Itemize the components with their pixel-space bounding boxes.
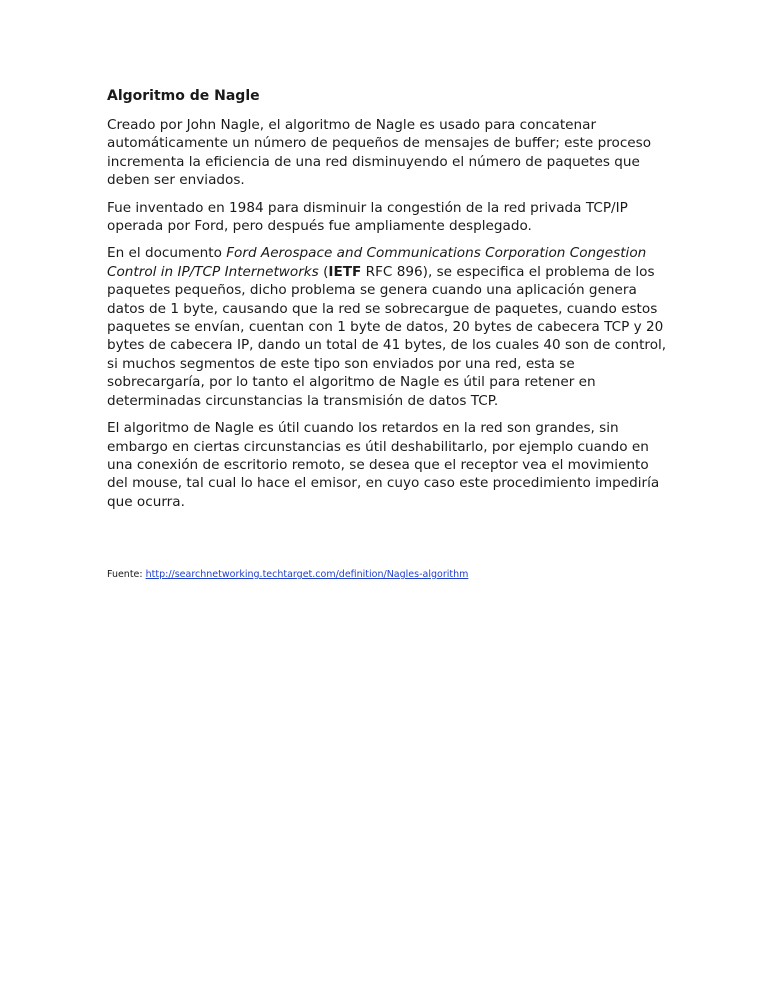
source-line <box>107 568 468 582</box>
paragraph-4: El algoritmo de Nagle es útil cuando los retardos en la red son grandes, sin embargo en ciertas circunstancias es útil deshabilitarlo, por ejemplo cuando en una conexión de escritorio remoto, se desea que el receptor vea el movimiento del mouse, tal cual lo hace el emisor, en cuyo caso este procedimiento impediría que ocurra. <box>107 420 660 510</box>
source-link[interactable]: http://searchnetworking.techtarget.com/definition/Nagles-algorithm <box>145 569 469 580</box>
source-label: Fuente: <box>107 569 146 580</box>
paragraph-2: Fue inventado en 1984 para disminuir la congestión de la red privada TCP/IP operada por Ford, pero después fue ampliamente desplegado. <box>107 199 628 235</box>
paragraph-3-document-name: Ford Aerospace and Communications Corporation Congestion Control in IP/TCP Internetworks <box>107 245 647 280</box>
paragraph-3-ietf: IETF <box>328 263 362 280</box>
document-title: Algoritmo de Nagle <box>107 88 260 104</box>
paragraph-3-rest: , se especifica el problema de los paquetes pequeños, dicho problema se genera cuando una aplicación genera datos de 1 byte, causando que la red se sobrecargue de paquetes, cuando estos paquetes se envían, cuentan con 1 byte de datos, 20 bytes de cabecera TCP y 20 bytes de cabecera IP, dando un total de 41 bytes, de los cuales 40 son de control, si muchos segmentos de este tipo son enviados por una red, esta se sobrecargaría, por lo tanto el algoritmo de Nagle es útil para retener en determinadas circunstancias la transmisión de datos TCP. <box>107 263 667 409</box>
paragraph-1: Creado por John Nagle, el algoritmo de Nagle es usado para concatenar automáticamente un número de pequeños de mensajes de buffer; este proceso incrementa la eficiencia de una red disminuyendo el número de paquetes que deben ser enviados. <box>107 117 652 189</box>
paragraph-3-rfc: RFC 896) <box>361 263 428 280</box>
paragraph-3-paren-open: ( <box>318 263 329 280</box>
paragraph-3-intro: En el documento <box>107 245 227 262</box>
paragraph-3 <box>107 244 667 410</box>
document-body <box>107 86 667 520</box>
